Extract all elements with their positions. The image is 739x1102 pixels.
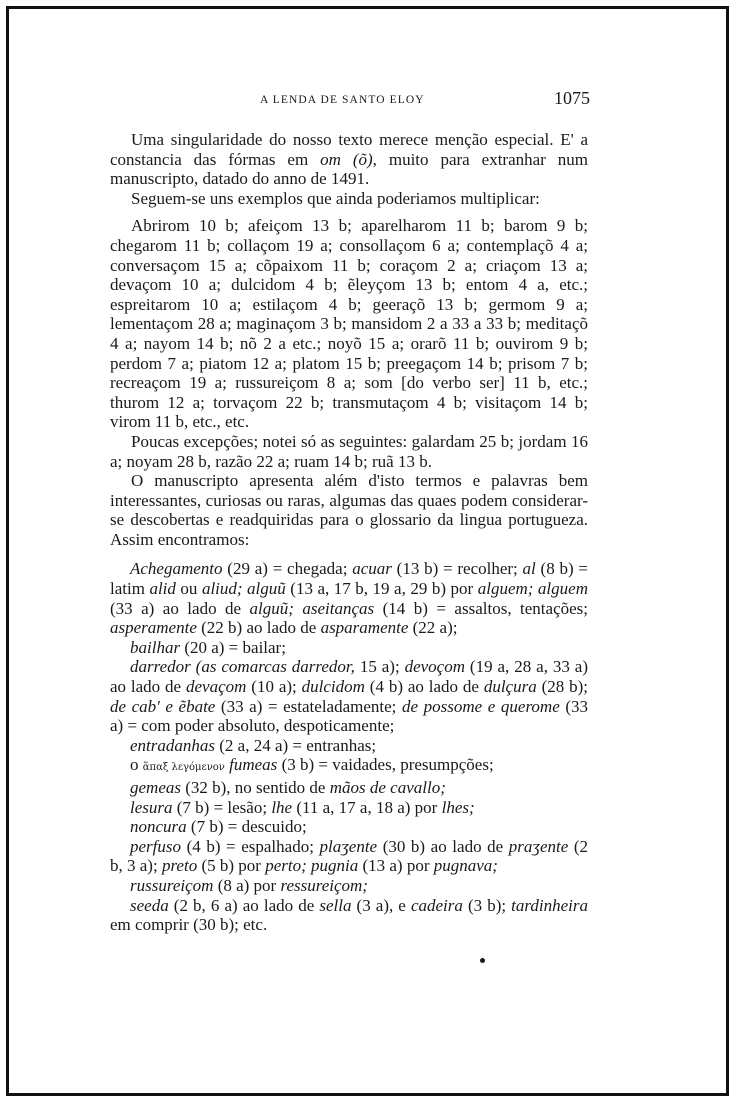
paragraph-1: Uma singularidade do nosso texto merece menção especial. E' a constancia das fórmas em om (õ), muito para extranhar num manuscripto, datado do anno de 1491. [110,130,588,189]
greek-hapax: ἅπαξ λεγόμενον [142,762,225,774]
glossary-entry: o ἅπαξ λεγόμενον fumeas (3 b) = vaidades, presumpções; [130,755,494,775]
page-number: 1075 [554,88,590,108]
paragraph-word-list: Abrirom 10 b; afeiçom 13 b; aparelharom 11 b; barom 9 b; chegarom 11 b; collaçom 19 a; consollaçom 6 a; contemplaçõ 4 a; conversaçom 15 a; cõpaixom 11 b; coraçom 2 a; criaçom 13 a; devaçom 10 a; dulcidom 4 b; ẽleyçom 13 b; entom 4 a, etc.; espreitarom 10 a; estilaçom 4 b; geeraçõ 13 b; germom 9 a; lementaçom 28 a; maginaçom 3 b; mansidom 2 a 33 a 33 b; meditaçõ 4 a; nayom 14 b; nõ 2 a etc.; noyõ 15 a; orarõ 11 b; ouvirom 9 b; perdom 7 a; piatom 12 a; platom 15 b; preegaçom 14 b; prisom 7 b; recreaçom 19 a; russureiçom 8 a; som [do verbo ser] 11 b, etc.; thurom 12 a; torvaçom 22 b; transmutaçom 4 b; visitaçom 14 b; virom 11 b, etc., etc. [110,216,588,432]
glossary-entry: darredor (as comarcas darredor, 15 a); devoçom (19 a, 28 a, 33 a) ao lado de devaçom (10 a); dulcidom (4 b) ao lado de dulçura (28 b); de cab' e ẽbate (33 a) = estateladamente; de possome e querome (33 a) = com poder absoluto, despoticamente; [110,657,589,736]
paragraph-manuscript: O manuscripto apresenta além d'isto termos e palavras bem interessantes, curiosas ou raras, algumas das quaes podem considerar-se descobertas e readquiridas para o glossario da lingua portugueza. Assim encontramos: [110,471,588,549]
running-header [110,86,588,116]
glossary-entry: perfuso (4 b) = espalhado; plaʒente (30 b) ao lado de praʒente (2 b, 3 a); preto (5 b) por perto; pugnia (13 a) por pugnava; [110,836,589,876]
glossary-entry: noncura (7 b) = descuido; [130,817,307,837]
glossary [110,559,588,934]
running-title: A LENDA DE SANTO ELOY [260,94,425,106]
glossary-entry: entradanhas (2 a, 24 a) = entranhas; [130,735,377,755]
glossary-entry: lesura (7 b) = lesão; lhe (11 a, 17 a, 18 a) por lhes; [130,797,475,817]
paragraph-exceptions: Poucas excepções; notei só as seguintes: galardam 25 b; jordam 16 a; noyam 28 b, razão 22 a; ruam 14 b; ruã 13 b. [110,431,588,471]
glossary-entry: Achegamento (29 a) = chegada; acuar (13 b) = recolher; al (8 b) = latim alid ou aliud; alguũ (13 a, 17 b, 19 a, 29 b) por alguem; alguem (33 a) ao lado de alguũ; aseitanças (14 b) = assaltos, tentações; asperamente (22 b) ao lado de asparamente (22 a); [110,559,588,638]
book-page [110,86,588,935]
glossary-entry: seeda (2 b, 6 a) ao lado de sella (3 a), e cadeira (3 b); tardinheira em comprir (30 b); etc. [110,895,588,935]
glossary-entry: gemeas (32 b), no sentido de mãos de cavallo; [130,778,446,797]
page-body [110,130,588,935]
glossary-entry: bailhar (20 a) = bailar; [130,637,286,657]
glossary-entry: russureiçom (8 a) por ressureiçom; [130,875,368,895]
paragraph-2: Seguem-se uns exemplos que ainda poderiamos multiplicar: [131,188,540,208]
stray-mark-dot [480,958,485,963]
